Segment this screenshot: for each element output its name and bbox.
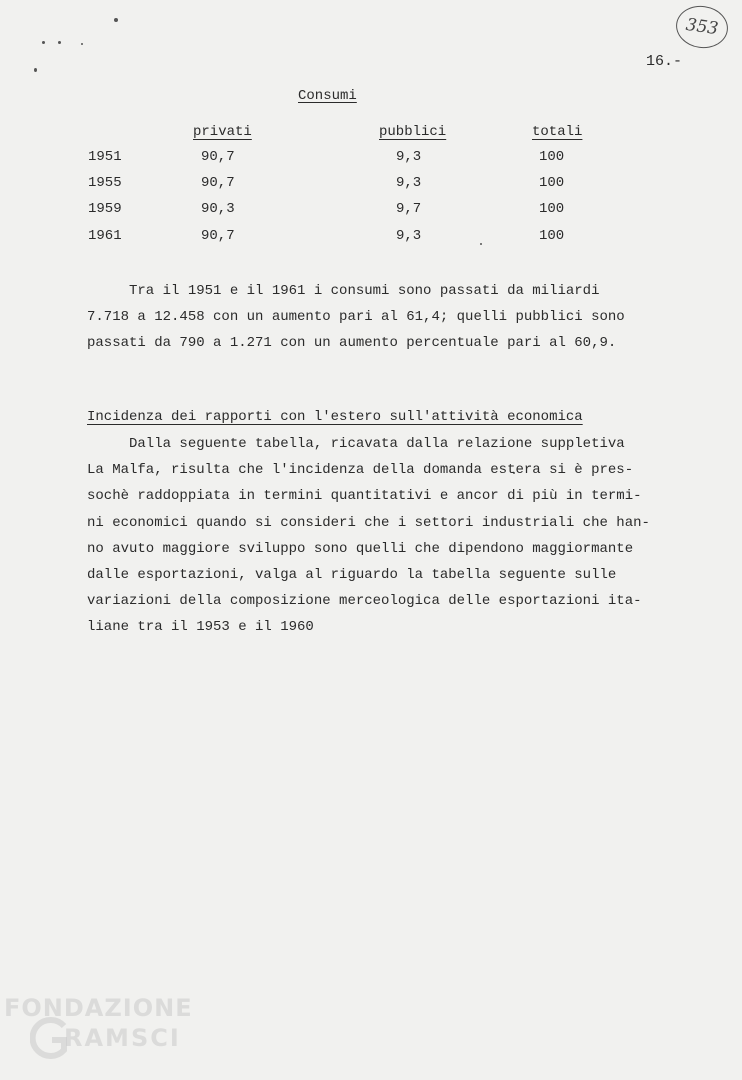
row-pubblici: 9,7: [396, 201, 422, 217]
table-row: [0, 175, 742, 199]
row-pubblici: 9,3: [396, 228, 422, 244]
archive-stamp: 353: [673, 3, 730, 52]
row-totali: 100: [539, 175, 565, 191]
text-line: variazioni della composizione merceologica delle esportazioni ita-: [87, 593, 642, 610]
text-line: passati da 790 a 1.271 con un aumento percentuale pari al 60,9.: [87, 335, 617, 352]
row-year: 1961: [88, 228, 122, 244]
row-pubblici: 9,3: [396, 149, 422, 165]
text-line: ni economici quando si consideri che i settori industriali che han-: [87, 514, 650, 531]
row-privati: 90,7: [201, 149, 235, 165]
table-row: [0, 228, 742, 252]
row-totali: 100: [539, 149, 565, 165]
row-totali: 100: [539, 228, 565, 244]
row-pubblici: 9,3: [396, 175, 422, 191]
row-privati: 90,7: [201, 175, 235, 191]
section-paragraph: [87, 431, 657, 641]
row-privati: 90,7: [201, 228, 235, 244]
consumption-paragraph: [87, 278, 657, 357]
row-privati: 90,3: [201, 201, 235, 217]
text-line: no avuto maggiore sviluppo sono quelli che dipendono maggiormante: [87, 540, 634, 557]
watermark-line-2: RAMSCI: [64, 1024, 181, 1052]
row-year: 1951: [88, 149, 122, 165]
page-number: 16.-: [646, 53, 683, 70]
text-line: sochè raddoppiata in termini quantitativi e ancor di più in termi-: [87, 488, 642, 505]
section-heading: Incidenza dei rapporti con l'estero sull'attività economica: [87, 409, 583, 425]
column-header-totali: totali: [532, 124, 583, 140]
fondazione-gramsci-watermark: [4, 994, 204, 1074]
row-year: 1959: [88, 201, 122, 217]
text-line: 7.718 a 12.458 con un aumento pari al 61,4; quelli pubblici sono: [87, 309, 625, 326]
text-line: Dalla seguente tabella, ricavata dalla relazione suppletiva: [87, 436, 625, 452]
text-line: La Malfa, risulta che l'incidenza della domanda estera si è pres-: [87, 462, 634, 479]
column-header-pubblici: pubblici: [379, 124, 447, 140]
table-title: Consumi: [298, 88, 357, 104]
row-totali: 100: [539, 201, 565, 217]
text-line: liane tra il 1953 e il 1960: [87, 619, 314, 636]
text-line: Tra il 1951 e il 1961 i consumi sono passati da miliardi: [87, 283, 600, 299]
table-row: [0, 149, 742, 173]
table-row: [0, 201, 742, 225]
row-year: 1955: [88, 175, 122, 191]
text-line: dalle esportazioni, valga al riguardo la tabella seguente sulle: [87, 567, 617, 584]
watermark-line-1: FONDAZIONE: [4, 994, 193, 1022]
column-header-privati: privati: [193, 124, 252, 140]
